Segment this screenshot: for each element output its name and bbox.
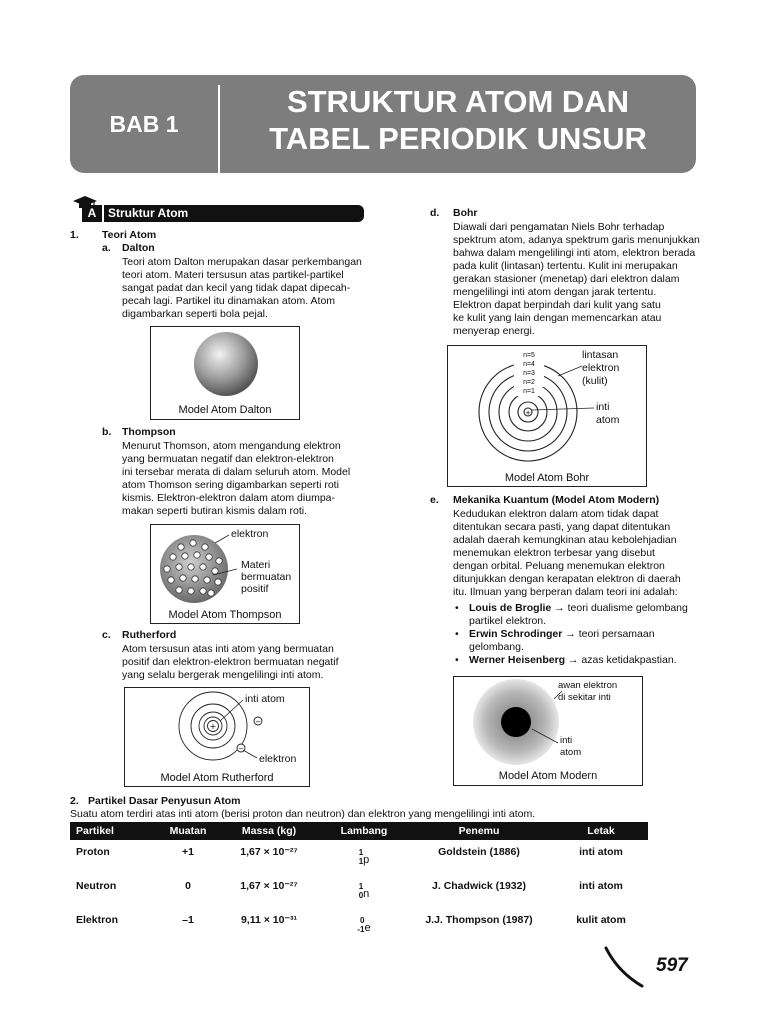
bohr-text [453,221,700,338]
bohr-line: menyerap energi. [453,325,535,337]
kuantum-line: dengan orbital. Peluang menemukan elektron [453,560,665,572]
thompson-label-materi: bermuatan [241,571,292,583]
svg-text:+: + [209,722,217,731]
column-header: Partikel [70,822,162,840]
bohr-shell-label: n=5 [523,352,535,359]
scientist-theory: → teori dualisme gelombang [554,602,688,614]
kuantum-line: Kedudukan elektron dalam atom tidak dapat [453,508,659,520]
list-item: • Werner Heisenberg → azas ketidakpastian. [455,654,677,666]
dalton-line: sangat padat dan kecil yang tidak dapat dipecah- [122,282,351,294]
bohr-line: Diawali dari pengamatan Niels Bohr terhadap [453,221,665,233]
symbol-charge: 0 [358,891,364,900]
bohr-figure [447,345,647,487]
section-title: Struktur Atom [108,206,189,220]
modern-label-awan: awan elektron [558,680,618,691]
kuantum-line: ditentukan secara pasti, yang dapat ditentukan [453,521,671,533]
column-header: Letak [554,822,648,840]
thompson-title: Thompson [122,426,176,438]
dalton-line: Teori atom Dalton merupakan dasar perkembangan [122,256,362,268]
thompson-line: makan seperti butiran kismis dalam roti. [122,505,307,517]
rutherford-line: positif dan elektron-elektron bermuatan negatif [122,656,339,668]
thompson-caption: Model Atom Thompson [168,609,282,621]
rutherford-title: Rutherford [122,629,177,641]
column-header: Muatan [162,822,214,840]
kuantum-line: itu. Ilmuan yang berperan dalam teori ini adalah: [453,586,678,598]
partikel-intro: Suatu atom terdiri atas inti atom (berisi proton dan neutron) dan elektron yang mengelilingi inti atom. [70,808,536,820]
section-letter: A [82,205,104,222]
cell-penemu: J.J. Thompson (1987) [425,914,533,926]
dalton-letter: a. [102,242,111,254]
bohr-label-inti: atom [596,414,620,426]
cell-partikel: Neutron [76,880,117,892]
chapter-banner [70,75,696,173]
dalton-line: teori atom. Materi tersusun atas partikel-partikel [122,269,344,281]
bohr-line: ke kulit yang lain dengan memencarkan atau [453,312,662,324]
list-item: • Erwin Schrodinger → teori persamaan gelombang. [453,628,697,654]
column-header: Lambang [324,822,404,840]
list-item: • Louis de Broglie → teori dualisme gelombang partikel elektron. [453,602,697,628]
symbol-letter: e [364,922,371,934]
table-row [70,874,648,908]
cell-letak: inti atom [579,880,623,892]
symbol-letter: n [363,888,370,900]
svg-text:−: − [238,745,244,753]
kuantum-line: adalah daerah kemungkinan atau kebolehjadian [453,534,677,546]
chapter-title-line1: STRUKTUR ATOM DAN [286,84,630,119]
modern-label-awan: di sekitar inti [558,692,611,703]
scientist-theory: → teori persamaan [565,628,655,640]
bohr-line: Elektron dapat berpindah dari kulit yang satu [453,299,661,311]
cell-massa: 1,67 × 10⁻²⁷ [240,880,298,892]
rutherford-line: Atom tersusun atas inti atom yang bermuatan [122,643,334,655]
thompson-line: yang bermuatan negatif dan elektron-elektron [122,453,334,465]
cell-partikel: Proton [76,846,110,858]
scientist-theory: → azas ketidakpastian. [568,654,677,666]
scientist-theory-cont: gelombang. [469,641,524,653]
kuantum-letter: e. [430,494,439,506]
thompson-label-elektron: elektron [231,528,269,540]
bohr-shell-label: n=2 [523,379,535,386]
bohr-line: spektrum atom, adanya spektrum garis menunjukkan [453,234,700,246]
bohr-shell-label: n=3 [523,370,535,377]
column-header: Penemu [404,822,554,840]
table-row [70,908,648,942]
bohr-label-lintasan: lintasan [582,349,619,361]
rutherford-line: yang selalu bergerak mengelilingi inti atom. [122,669,324,681]
cell-letak: kulit atom [576,914,626,926]
dalton-line: digambarkan seperti bola pejal. [122,308,268,320]
scientist-name: Werner Heisenberg [469,654,566,666]
scientist-list [453,602,697,667]
kuantum-title: Mekanika Kuantum (Model Atom Modern) [453,494,660,506]
cell-lambang [324,874,404,908]
thompson-line: ini tersebar merata di dalam seluruh atom. Model [122,466,351,478]
bohr-caption: Model Atom Bohr [504,472,590,484]
bohr-letter: d. [430,207,440,219]
scientist-theory-cont: partikel elektron. [469,615,547,627]
cell-letak: inti atom [579,846,623,858]
chapter-title [220,83,696,157]
rutherford-figure [124,687,310,787]
cell-partikel: Elektron [76,914,119,926]
solid-sphere-illustration [151,327,301,405]
bohr-label-lintasan: elektron [582,362,620,374]
particle-table [70,822,648,942]
teori-title: Teori Atom [102,229,157,241]
partikel-number: 2. [70,795,79,807]
bohr-line: bahwa dalam mengelilingi inti atom, elektron berada [453,247,696,259]
kuantum-text [453,508,695,599]
symbol-mass: 1 [358,848,364,857]
svg-text:−: − [255,718,261,726]
thompson-label-materi: positif [241,583,269,595]
modern-figure [453,676,643,786]
thompson-text [122,440,364,518]
thompson-label-materi: Materi [241,559,271,571]
rutherford-label-elektron: elektron [259,753,297,765]
thompson-line: kismis. Elektron-elektron dalam atom diumpa- [122,492,335,504]
cell-massa: 1,67 × 10⁻²⁷ [240,846,298,858]
chapter-title-line2: TABEL PERIODIK UNSUR [269,121,647,156]
kuantum-line: menemukan elektron terbesar yang disebut [453,547,655,559]
page-number: 597 [656,955,688,976]
table-row [70,840,648,874]
cell-penemu: Goldstein (1886) [438,846,520,858]
cell-penemu: J. Chadwick (1932) [432,880,526,892]
modern-label-inti: inti [560,735,573,746]
bohr-label-lintasan: (kulit) [582,375,608,387]
thompson-line: atom Thomson sering digambarkan seperti roti [122,479,339,491]
rutherford-text [122,643,364,682]
symbol-charge: 1 [358,857,364,866]
symbol-mass: 0 [360,916,365,925]
rutherford-letter: c. [102,629,111,641]
plum-pudding-illustration [151,525,301,609]
page-corner-swoosh [604,946,644,990]
dalton-line: pecah lagi. Partikel itu dinamakan atom. Atom [122,295,336,307]
chapter-number: BAB 1 [109,110,179,137]
table-header-row [70,822,648,840]
bohr-shell-labels [514,351,544,396]
teori-number: 1. [70,229,79,241]
bohr-shell-label: n=4 [523,361,535,368]
svg-text:+: + [525,409,531,417]
cell-muatan: –1 [182,914,194,926]
kuantum-line: ditunjukkan dengan kerapatan elektron di daerah [453,573,681,585]
cell-lambang [324,840,404,874]
column-header: Massa (kg) [214,822,324,840]
scientist-name: Louis de Broglie [469,602,552,614]
modern-caption: Model Atom Modern [498,770,598,782]
symbol-letter: p [363,854,370,866]
cell-lambang [324,908,404,942]
bohr-line: mengelilingi inti atom dengan jarak tertentu. [453,286,657,298]
scientist-name: Erwin Schrodinger [469,628,563,640]
symbol-mass: 1 [358,882,364,891]
cell-massa: 9,11 × 10⁻³¹ [240,914,298,926]
symbol-charge: -1 [357,925,365,934]
dalton-text [122,256,364,321]
dalton-caption: Model Atom Dalton [178,404,272,416]
thompson-letter: b. [102,426,112,438]
section-header [70,205,364,222]
dalton-title: Dalton [122,242,155,254]
thompson-line: Menurut Thomson, atom mengandung elektron [122,440,341,452]
rutherford-caption: Model Atom Rutherford [160,772,274,784]
bohr-shell-label: n=1 [523,388,535,395]
partikel-title: Partikel Dasar Penyusun Atom [88,795,241,807]
modern-label-inti: atom [560,747,582,758]
bohr-line: gerakan stasioner (menetap) dari elektron dalam [453,273,680,285]
cell-muatan: +1 [182,846,194,858]
bohr-line: pada kulit (lintasan) tertentu. Kulit ini merupakan [453,260,678,272]
cell-muatan: 0 [185,880,191,892]
dalton-figure [150,326,300,420]
thompson-figure [150,524,300,624]
bohr-title: Bohr [453,207,478,219]
rutherford-label-inti: inti atom [245,693,285,705]
bohr-label-inti: inti [596,401,610,413]
